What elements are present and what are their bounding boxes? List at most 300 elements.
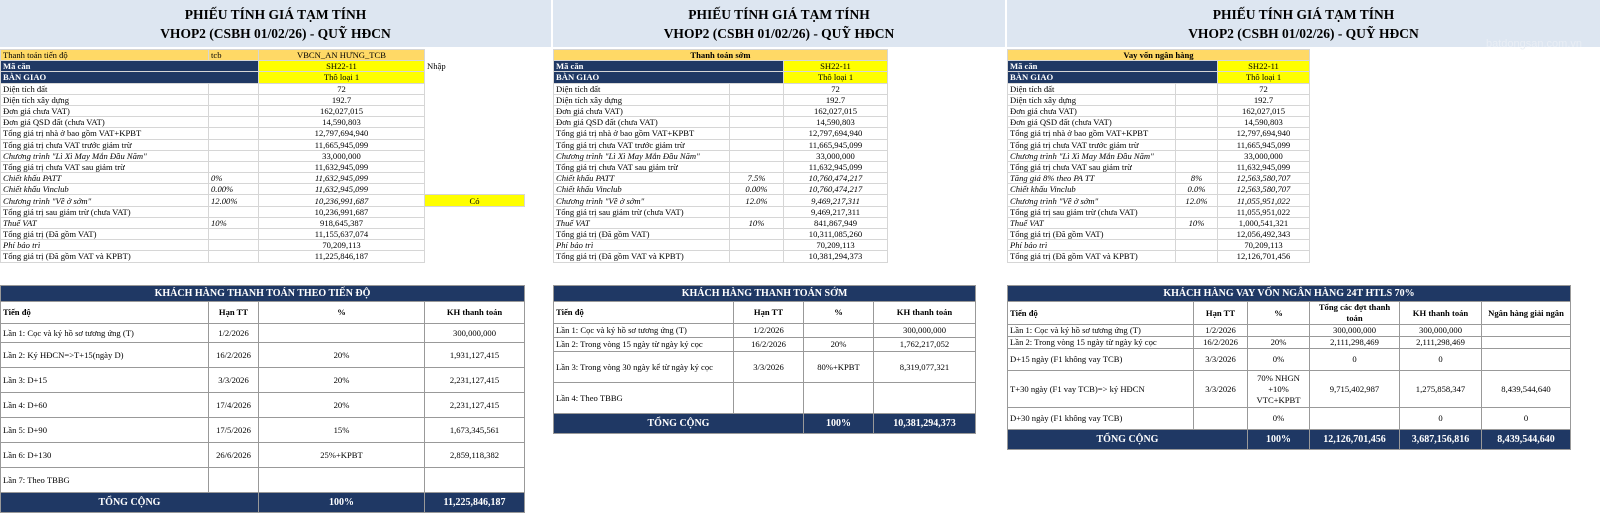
table-cell: 1,762,217,052 — [874, 338, 976, 352]
schedule-header-row — [1008, 302, 1571, 325]
table-cell: Tổng giá trị nhà ở bao gồm VAT+KPBT — [1008, 128, 1176, 139]
table-cell — [259, 468, 425, 493]
table-cell: Chương trình "Về ở sớm" — [1008, 195, 1176, 206]
price-row — [554, 251, 888, 262]
price-row — [1, 128, 525, 139]
table-cell: 10,381,294,373 — [784, 251, 888, 262]
table-row — [1, 286, 525, 302]
price-row — [554, 128, 888, 139]
table-cell: 0.00% — [209, 184, 259, 195]
table-cell: 1,275,858,347 — [1400, 371, 1482, 408]
panel1-ban-giao-row — [1, 72, 525, 83]
table-cell: 20% — [804, 338, 874, 352]
table-cell: 1/2/2026 — [1194, 325, 1248, 337]
price-row — [1, 217, 525, 228]
table-row — [554, 50, 888, 61]
table-cell: Chiết khấu Vinclub — [1, 184, 209, 195]
panel1-info-table — [0, 49, 525, 263]
table-body — [1008, 286, 1571, 450]
price-row — [554, 184, 888, 195]
table-cell: 10% — [730, 217, 784, 228]
table-cell: Hạn TT — [1194, 302, 1248, 325]
table-cell: 162,027,015 — [1218, 105, 1310, 116]
table-cell: 3,687,156,816 — [1400, 430, 1482, 450]
schedule-title: KHÁCH HÀNG VAY VỐN NGÂN HÀNG 24T HTLS 70% — [1008, 286, 1571, 302]
table-cell: Lần 6: D+130 — [1, 443, 209, 468]
price-row — [1, 173, 525, 184]
table-cell — [1310, 408, 1400, 430]
price-row — [554, 240, 888, 251]
schedule-title: KHÁCH HÀNG THANH TOÁN THEO TIẾN ĐỘ — [1, 286, 525, 302]
table-cell: Lần 1: Cọc và ký hồ sơ tương ứng (T) — [1, 324, 209, 343]
table-row — [1008, 61, 1310, 72]
table-cell — [1176, 117, 1218, 128]
table-cell — [730, 83, 784, 94]
schedule-row — [554, 324, 976, 338]
table-cell: 1,673,345,561 — [425, 418, 525, 443]
table-cell: 11,632,945,099 — [259, 173, 425, 184]
table-cell: Lần 4: D+60 — [1, 393, 209, 418]
table-cell: 2,111,298,469 — [1310, 337, 1400, 349]
price-row — [1008, 161, 1310, 172]
table-cell: Chương trình "Lì Xì May Mắn Đầu Năm" — [1008, 150, 1176, 161]
table-cell — [209, 139, 259, 150]
table-cell: 12,056,492,343 — [1218, 229, 1310, 240]
table-cell: 841,867,949 — [784, 217, 888, 228]
table-cell: Đơn giá chưa VAT) — [554, 105, 730, 116]
schedule-row — [1, 443, 525, 468]
table-row — [554, 286, 976, 302]
price-row — [1008, 105, 1310, 116]
table-cell: Tổng giá trị nhà ở bao gồm VAT+KPBT — [554, 128, 730, 139]
table-cell: 0% — [1248, 408, 1310, 430]
table-cell: 70,209,113 — [1218, 240, 1310, 251]
table-cell — [730, 229, 784, 240]
ban-giao-value[interactable]: Thô loại 1 — [259, 72, 425, 83]
table-cell: 11,055,951,022 — [1218, 195, 1310, 206]
price-row — [1, 161, 525, 172]
panel3-title: PHIẾU TÍNH GIÁ TẠM TÍNH — [1212, 7, 1395, 22]
schedule-total-row — [1008, 430, 1571, 450]
table-cell: Tổng giá trị (Đã gồm VAT) — [1, 229, 209, 240]
ban-giao-value[interactable]: Thô loại 1 — [784, 72, 888, 83]
panel1-price-rows — [1, 83, 525, 262]
table-cell — [730, 251, 784, 262]
price-row — [554, 117, 888, 128]
price-row — [554, 94, 888, 105]
table-cell: 300,000,000 — [425, 324, 525, 343]
price-row — [554, 105, 888, 116]
table-cell: 8% — [1176, 173, 1218, 184]
table-cell: Diện tích xây dựng — [1008, 94, 1176, 105]
table-cell: 10,381,294,373 — [874, 414, 976, 434]
price-row — [554, 150, 888, 161]
table-cell: 15% — [259, 418, 425, 443]
table-cell — [1176, 105, 1218, 116]
table-cell: Lần 1: Cọc và ký hồ sơ tương ứng (T) — [554, 324, 734, 338]
table-cell — [209, 240, 259, 251]
table-cell: 9,469,217,311 — [784, 195, 888, 206]
table-cell: 80%+KPBT — [804, 352, 874, 383]
table-body — [1008, 50, 1310, 84]
table-cell: 192.7 — [259, 94, 425, 105]
table-cell: 192.7 — [1218, 94, 1310, 105]
schedule-total-row — [1, 493, 525, 513]
table-cell — [425, 72, 525, 83]
table-cell: KH thanh toán — [1400, 302, 1482, 325]
table-cell: 20% — [259, 368, 425, 393]
table-cell — [425, 94, 525, 105]
table-cell: Đơn giá QSD đất (chưa VAT) — [1, 117, 209, 128]
table-cell: Tăng giá 8% theo PA TT — [1008, 173, 1176, 184]
panel2-subtitle: VHOP2 (CSBH 01/02/26) - QUỸ HĐCN — [663, 26, 895, 41]
table-cell: 100% — [259, 493, 425, 513]
table-body — [1, 50, 525, 84]
table-cell — [730, 128, 784, 139]
table-cell: 3/3/2026 — [1194, 371, 1248, 408]
table-cell — [1482, 349, 1571, 371]
table-cell — [425, 173, 525, 184]
panel2-title: PHIẾU TÍNH GIÁ TẠM TÍNH — [688, 7, 870, 22]
table-cell: T+30 ngày (F1 vay TCB)=> ký HĐCN — [1008, 371, 1194, 408]
table-cell: Lần 2: Trong vòng 15 ngày từ ngày ký cọc — [1008, 337, 1194, 349]
schedule-title: KHÁCH HÀNG THANH TOÁN SỚM — [554, 286, 976, 302]
table-cell: 192.7 — [784, 94, 888, 105]
table-cell: 0 — [1482, 408, 1571, 430]
price-row — [1008, 229, 1310, 240]
panel1-title: PHIẾU TÍNH GIÁ TẠM TÍNH — [184, 7, 367, 22]
table-cell: Mã căn — [554, 61, 784, 72]
table-cell: Diện tích xây dựng — [554, 94, 730, 105]
table-cell: Tổng giá trị sau giảm trừ (chưa VAT) — [1008, 206, 1176, 217]
table-cell: 1/2/2026 — [209, 324, 259, 343]
table-cell: 1,931,127,415 — [425, 343, 525, 368]
price-row — [554, 161, 888, 172]
table-cell: 10,311,085,260 — [784, 229, 888, 240]
table-cell — [209, 117, 259, 128]
ma-can-label: Mã căn — [1, 61, 259, 72]
panel1-schedule-table — [0, 285, 525, 513]
price-row — [1, 83, 525, 94]
table-cell: Đơn giá chưa VAT) — [1008, 105, 1176, 116]
table-cell — [425, 150, 525, 161]
table-body — [554, 50, 888, 84]
table-cell: % — [259, 302, 425, 324]
table-cell: % — [804, 302, 874, 324]
table-cell: Tổng giá trị chưa VAT trước giảm trừ — [1, 139, 209, 150]
table-cell: 100% — [804, 414, 874, 434]
table-cell — [1176, 83, 1218, 94]
table-cell: Tổng giá trị (Đã gồm VAT và KPBT) — [1008, 251, 1176, 262]
table-cell — [425, 184, 525, 195]
price-row — [1008, 217, 1310, 228]
table-cell: 2,231,127,415 — [425, 393, 525, 418]
price-row — [1, 229, 525, 240]
price-row — [1, 94, 525, 105]
table-cell: Lần 2: Trong vòng 15 ngày từ ngày ký cọc — [554, 338, 734, 352]
table-cell: Chương trình "Về ở sớm" — [554, 195, 730, 206]
table-cell: 0% — [1248, 349, 1310, 371]
table-cell — [425, 50, 525, 61]
schedule-row — [554, 352, 976, 383]
table-cell — [209, 468, 259, 493]
table-body — [1, 286, 525, 513]
table-cell: KH thanh toán — [874, 302, 976, 324]
table-cell — [425, 105, 525, 116]
panel3-price-rows — [1008, 83, 1310, 262]
table-cell: 162,027,015 — [784, 105, 888, 116]
table-cell: 72 — [259, 83, 425, 94]
table-cell: 14,590,803 — [259, 117, 425, 128]
schedule-row — [1008, 325, 1571, 337]
schedule-total-row — [554, 414, 976, 434]
table-cell: Tổng giá trị chưa VAT sau giảm trừ — [1008, 161, 1176, 172]
table-cell — [425, 83, 525, 94]
price-row — [554, 173, 888, 184]
table-row — [1008, 72, 1310, 83]
table-cell: 16/2/2026 — [1194, 337, 1248, 349]
table-cell: Tổng giá trị chưa VAT trước giảm trừ — [554, 139, 730, 150]
table-cell: 8,439,544,640 — [1482, 371, 1571, 408]
table-cell: 1/2/2026 — [734, 324, 804, 338]
schedule-row — [1008, 408, 1571, 430]
table-cell: 12,797,694,940 — [784, 128, 888, 139]
table-cell: 8,319,077,321 — [874, 352, 976, 383]
ve-o-som-flag[interactable]: Có — [425, 195, 525, 206]
table-cell: 2,859,118,382 — [425, 443, 525, 468]
schedule-row — [554, 338, 976, 352]
table-cell: TỔNG CỘNG — [1, 493, 259, 513]
price-row — [1, 251, 525, 262]
table-cell: Chương trình "Về ở sớm" — [1, 195, 209, 206]
price-row — [1008, 173, 1310, 184]
price-row — [1008, 240, 1310, 251]
schedule-row — [554, 383, 976, 414]
price-row — [1008, 184, 1310, 195]
table-cell: 9,469,217,311 — [784, 206, 888, 217]
table-cell — [209, 83, 259, 94]
table-cell — [1176, 206, 1218, 217]
table-cell — [730, 161, 784, 172]
table-cell: Diện tích đất — [554, 83, 730, 94]
table-cell: Lần 7: Theo TBBG — [1, 468, 209, 493]
table-cell: Phí bảo trì — [554, 240, 730, 251]
table-cell: TỔNG CỘNG — [1008, 430, 1248, 450]
table-cell: 11,632,945,099 — [259, 161, 425, 172]
table-cell — [730, 105, 784, 116]
price-row — [1, 206, 525, 217]
price-row — [1008, 128, 1310, 139]
table-cell: 300,000,000 — [1400, 325, 1482, 337]
table-row — [1008, 50, 1310, 61]
table-cell: 26/6/2026 — [209, 443, 259, 468]
schedule-row — [1, 368, 525, 393]
table-cell: 33,000,000 — [784, 150, 888, 161]
table-cell: 12,797,694,940 — [1218, 128, 1310, 139]
table-cell: D+30 ngày (F1 không vay TCB) — [1008, 408, 1194, 430]
table-cell — [1194, 408, 1248, 430]
table-cell: 17/4/2026 — [209, 393, 259, 418]
table-cell: Chiết khấu PATT — [554, 173, 730, 184]
table-cell — [1176, 251, 1218, 262]
table-cell: 20% — [259, 393, 425, 418]
table-cell: Chiết khấu Vinclub — [1008, 184, 1176, 195]
table-cell: 100% — [1248, 430, 1310, 450]
table-cell: 12.0% — [730, 195, 784, 206]
table-cell: 3/3/2026 — [209, 368, 259, 393]
table-cell: Tổng giá trị (Đã gồm VAT) — [554, 229, 730, 240]
table-cell: 300,000,000 — [1310, 325, 1400, 337]
table-cell — [730, 94, 784, 105]
price-row — [1, 195, 525, 206]
table-cell: 33,000,000 — [259, 150, 425, 161]
schedule-row — [1, 324, 525, 343]
method-label: Thanh toán sớm — [554, 50, 888, 61]
schedule-row — [1, 468, 525, 493]
table-cell: Tổng giá trị (Đã gồm VAT) — [1008, 229, 1176, 240]
table-cell: Lần 3: Trong vòng 30 ngày kể từ ngày ký cọc — [554, 352, 734, 383]
table-cell — [209, 206, 259, 217]
schedule-header-row — [1, 302, 525, 324]
table-cell: 11,632,945,099 — [1218, 161, 1310, 172]
table-cell: KH thanh toán — [425, 302, 525, 324]
table-cell: 72 — [1218, 83, 1310, 94]
table-cell — [209, 251, 259, 262]
table-cell: 0.0% — [1176, 184, 1218, 195]
table-cell: 70,209,113 — [259, 240, 425, 251]
table-cell: 11,665,945,099 — [784, 139, 888, 150]
table-cell — [425, 161, 525, 172]
table-cell: Tiến độ — [554, 302, 734, 324]
method-label: Thanh toán tiến độ — [1, 50, 209, 61]
table-row — [554, 61, 888, 72]
table-cell — [804, 383, 874, 414]
table-cell — [425, 206, 525, 217]
table-cell — [730, 206, 784, 217]
panel2-info-table — [553, 49, 888, 263]
table-cell: Hạn TT — [734, 302, 804, 324]
panel2-schedule-table — [553, 285, 976, 434]
panel1-method-row — [1, 50, 525, 61]
table-cell: Diện tích đất — [1, 83, 209, 94]
table-cell: Mã căn — [1008, 61, 1218, 72]
price-row — [1008, 251, 1310, 262]
schedule-row — [1008, 337, 1571, 349]
table-cell — [1176, 229, 1218, 240]
price-row — [1, 184, 525, 195]
table-cell — [1482, 325, 1571, 337]
table-cell — [730, 150, 784, 161]
table-cell — [209, 128, 259, 139]
panel1-subtitle: VHOP2 (CSBH 01/02/26) - QUỸ HĐCN — [160, 26, 391, 41]
ma-can-value[interactable]: SH22-11 — [259, 61, 425, 72]
table-cell: 0% — [209, 173, 259, 184]
table-cell — [209, 94, 259, 105]
price-row — [1, 150, 525, 161]
table-cell: 25%+KPBT — [259, 443, 425, 468]
ma-can-value[interactable]: SH22-11 — [784, 61, 888, 72]
table-cell: D+15 ngày (F1 không vay TCB) — [1008, 349, 1194, 371]
table-cell — [209, 105, 259, 116]
table-cell — [425, 468, 525, 493]
table-cell — [804, 324, 874, 338]
ban-giao-value[interactable]: Thô loại 1 — [1218, 72, 1310, 83]
table-cell: 10% — [1176, 217, 1218, 228]
table-cell — [730, 117, 784, 128]
table-cell — [425, 240, 525, 251]
table-cell: Đơn giá QSD đất (chưa VAT) — [1008, 117, 1176, 128]
table-cell: 7.5% — [730, 173, 784, 184]
table-cell — [734, 383, 804, 414]
table-cell: 11,055,951,022 — [1218, 206, 1310, 217]
table-cell: TỔNG CỘNG — [554, 414, 804, 434]
table-cell: 12,563,580,707 — [1218, 173, 1310, 184]
table-cell: Tổng giá trị (Đã gồm VAT và KPBT) — [1, 251, 209, 262]
schedule-row — [1008, 349, 1571, 371]
panel3-info-table — [1007, 49, 1310, 263]
table-cell: 16/2/2026 — [734, 338, 804, 352]
table-cell: 70,209,113 — [784, 240, 888, 251]
table-cell: 12,126,701,456 — [1218, 251, 1310, 262]
table-cell: 20% — [259, 343, 425, 368]
panel2-header — [553, 0, 1005, 47]
table-cell — [730, 139, 784, 150]
table-cell: Lần 5: D+90 — [1, 418, 209, 443]
table-cell: 17/5/2026 — [209, 418, 259, 443]
price-row — [1, 240, 525, 251]
table-cell: Tiến độ — [1008, 302, 1194, 325]
schedule-row — [1008, 371, 1571, 408]
table-cell: 11,225,846,187 — [259, 251, 425, 262]
table-cell: 72 — [784, 83, 888, 94]
table-cell: 0 — [1310, 349, 1400, 371]
table-row — [554, 72, 888, 83]
table-cell: Lần 4: Theo TBBG — [554, 383, 734, 414]
watermark-logo: batdongsan.com.vn — [1485, 38, 1582, 50]
table-cell: 12.0% — [1176, 195, 1218, 206]
table-body — [554, 286, 976, 434]
table-cell: 918,645,387 — [259, 217, 425, 228]
table-cell — [209, 161, 259, 172]
table-cell: Đơn giá QSD đất (chưa VAT) — [554, 117, 730, 128]
price-row — [1008, 206, 1310, 217]
table-cell: Đơn giá chưa VAT) — [1, 105, 209, 116]
table-cell: Phí bảo trì — [1008, 240, 1176, 251]
ma-can-value[interactable]: SH22-11 — [1218, 61, 1310, 72]
table-cell: 10% — [209, 217, 259, 228]
table-cell: Chương trình "Lì Xì May Mắn Đầu Năm" — [554, 150, 730, 161]
table-cell — [1176, 139, 1218, 150]
price-row — [1008, 94, 1310, 105]
table-cell: 10,760,474,217 — [784, 184, 888, 195]
table-cell: 0 — [1400, 349, 1482, 371]
table-cell — [425, 251, 525, 262]
panel1-ma-can-row — [1, 61, 525, 72]
price-row — [554, 83, 888, 94]
table-cell: 10,236,991,687 — [259, 195, 425, 206]
table-cell: % — [1248, 302, 1310, 325]
table-cell — [209, 229, 259, 240]
table-cell: 11,155,637,074 — [259, 229, 425, 240]
schedule-row — [1, 418, 525, 443]
table-cell — [1176, 240, 1218, 251]
table-cell: 3/3/2026 — [1194, 349, 1248, 371]
table-cell: 2,231,127,415 — [425, 368, 525, 393]
table-cell: Thuế VAT — [554, 217, 730, 228]
table-cell — [1176, 94, 1218, 105]
table-cell: 300,000,000 — [874, 324, 976, 338]
table-cell: Tổng giá trị sau giảm trừ (chưa VAT) — [554, 206, 730, 217]
